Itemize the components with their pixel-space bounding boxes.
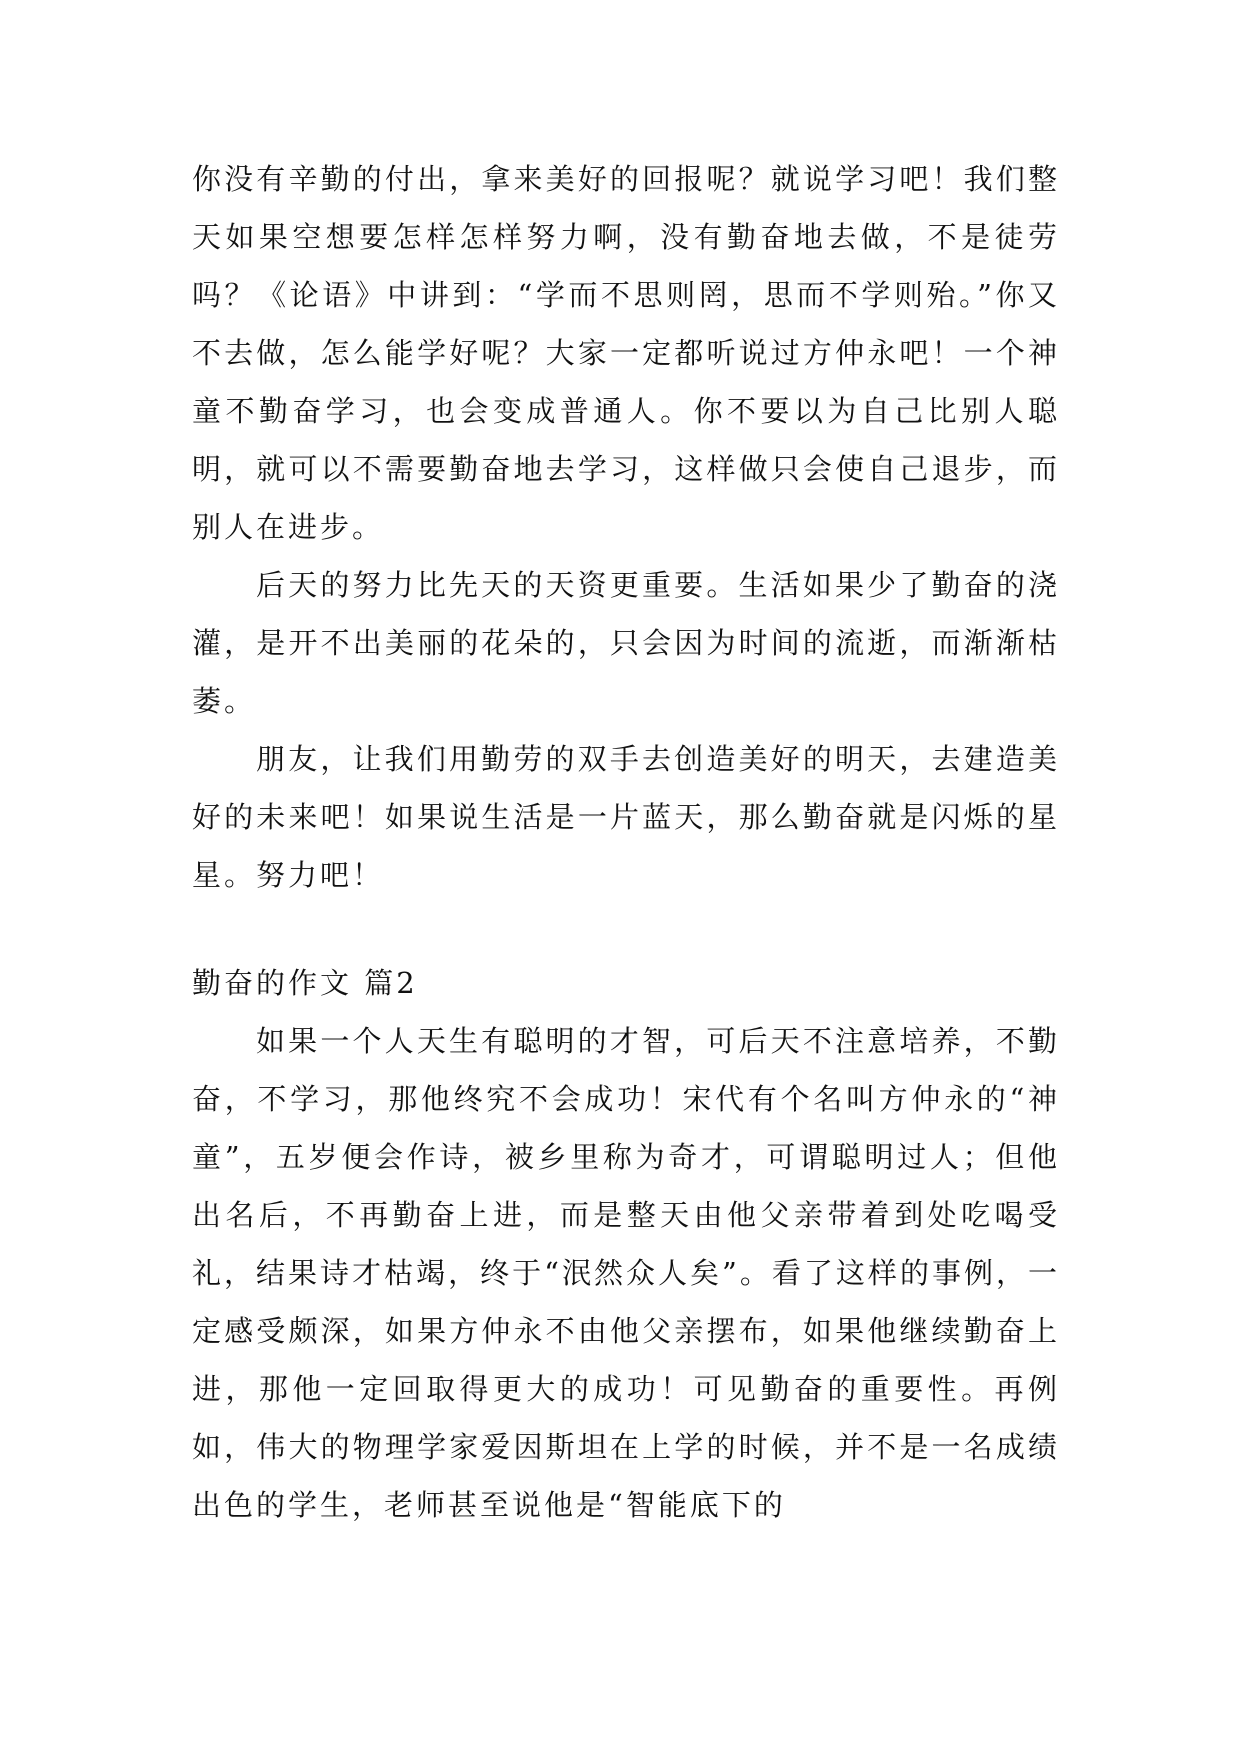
section-title: 勤奋的作文 篇2 bbox=[192, 966, 418, 1000]
paragraph-effort: 后天的努力比先天的天资更重要。生活如果少了勤奋的浇灌，是开不出美丽的花朵的，只会因为时间的流逝，而渐渐枯萎。 bbox=[192, 568, 1060, 718]
paragraph-friends: 朋友，让我们用勤劳的双手去创造美好的明天，去建造美好的未来吧！如果说生活是一片蓝天，那么勤奋就是闪烁的星星。努力吧！ bbox=[192, 742, 1060, 892]
paragraph-fang-zhongyong: 如果一个人天生有聪明的才智，可后天不注意培养，不勤奋，不学习，那他终究不会成功！宋代有个名叫方仲永的“神童”，五岁便会作诗，被乡里称为奇才，可谓聪明过人；但他出名后，不再勤奋上进，而是整天由他父亲带着到处吃喝受礼，结果诗才枯竭，终于“泯然众人矣”。看了这样的事例，一定感受颇深，如果方仲永不由他父亲摆布，如果他继续勤奋上进，那他一定回取得更大的成功！可见勤奋的重要性。再例如，伟大的物理学家爱因斯坦在上学的时候，并不是一名成绩出色的学生，老师甚至说他是“智能底下的 bbox=[192, 1024, 1060, 1522]
document-page bbox=[192, 150, 1060, 1534]
paragraph-continuation: 你没有辛勤的付出，拿来美好的回报呢？就说学习吧！我们整天如果空想要怎样怎样努力啊，没有勤奋地去做，不是徒劳吗？《论语》中讲到：“学而不思则罔，思而不学则殆。”你又不去做，怎么能学好呢？大家一定都听说过方仲永吧！一个神童不勤奋学习，也会变成普通人。你不要以为自己比别人聪明，就可以不需要勤奋地去学习，这样做只会使自己退步，而别人在进步。 bbox=[192, 162, 1060, 544]
